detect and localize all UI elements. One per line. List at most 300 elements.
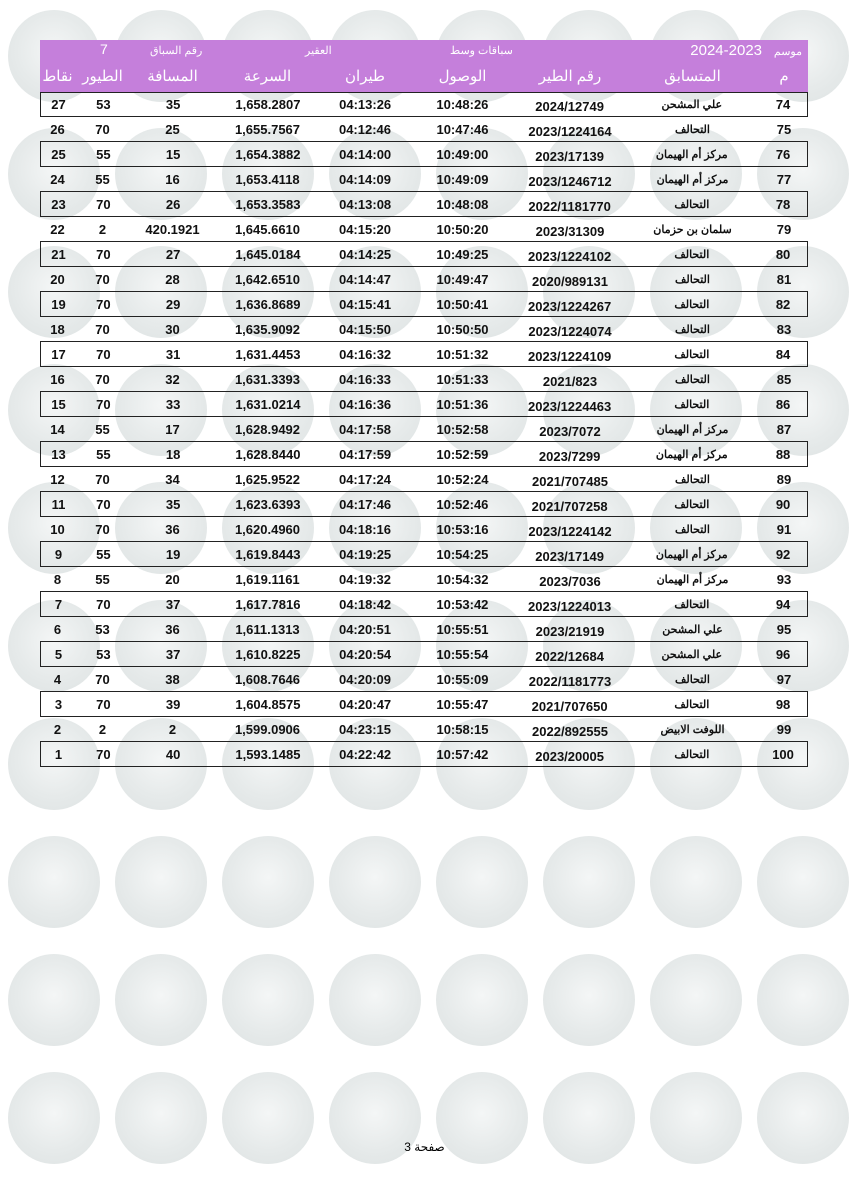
cell-flight: 04:19:32 — [338, 571, 392, 587]
cell-competitor: التحالف — [675, 673, 710, 686]
cell-ring-number: 2023/1224109 — [528, 348, 612, 364]
cell-arrival: 10:54:32 — [436, 571, 489, 587]
cell-points: 5 — [54, 646, 63, 662]
cell-ring-number: 2021/823 — [542, 373, 598, 389]
cell-speed: 1,631.0214 — [235, 396, 301, 412]
cell-ring-number: 2024/12749 — [535, 99, 604, 114]
cell-ring-number: 2022/12684 — [535, 648, 604, 664]
cell-arrival: 10:53:42 — [436, 596, 489, 612]
cell-competitor: مركز أم الهيمان — [656, 173, 729, 186]
cell-arrival: 10:50:50 — [436, 321, 489, 337]
cell-points: 4 — [53, 671, 62, 687]
cell-competitor: علي المشحن — [662, 623, 723, 636]
table-row — [40, 267, 808, 292]
cell-points: 6 — [53, 621, 62, 637]
cell-index: 80 — [775, 246, 791, 262]
cell-birds: 70 — [95, 371, 110, 387]
race-number: 7 — [100, 41, 108, 57]
cell-arrival: 10:49:47 — [436, 271, 489, 287]
cell-distance: 37 — [165, 596, 181, 612]
watermark-logo — [757, 954, 849, 1046]
cell-competitor: علي المشحن — [661, 99, 723, 111]
cell-speed: 1,599.0906 — [234, 721, 301, 737]
cell-birds: 55 — [96, 546, 111, 562]
cell-speed: 1,631.4453 — [235, 346, 301, 362]
table-row — [40, 292, 808, 317]
cell-arrival: 10:52:58 — [436, 421, 489, 437]
cell-index: 100 — [772, 746, 794, 762]
cell-arrival: 10:49:00 — [436, 146, 489, 162]
cell-ring-number: 2021/707485 — [532, 473, 608, 489]
cell-points: 12 — [50, 471, 65, 487]
table-row — [40, 717, 808, 742]
cell-competitor: التحالف — [675, 523, 710, 536]
cell-competitor: التحالف — [675, 323, 710, 336]
cell-flight: 04:15:41 — [339, 296, 392, 312]
cell-points: 27 — [51, 97, 66, 112]
cell-birds: 53 — [96, 97, 111, 112]
table-row — [40, 667, 808, 692]
cell-flight: 04:20:09 — [338, 671, 392, 687]
cell-points: 9 — [54, 546, 63, 562]
watermark-logo — [222, 954, 314, 1046]
location: العقير — [305, 45, 332, 57]
cell-birds: 70 — [96, 346, 111, 362]
cell-ring-number: 2023/1224013 — [528, 598, 612, 614]
cell-birds: 53 — [96, 646, 111, 662]
cell-flight: 04:18:42 — [339, 596, 392, 612]
cell-ring-number: 2023/1224102 — [528, 248, 612, 264]
cell-speed: 1,604.8575 — [235, 696, 301, 712]
cell-competitor: التحالف — [674, 498, 710, 511]
cell-arrival: 10:48:08 — [436, 196, 489, 212]
cell-ring-number: 2023/1224142 — [528, 523, 612, 539]
cell-ring-number: 2023/7072 — [539, 423, 601, 439]
cell-index: 78 — [775, 196, 791, 212]
table-row — [40, 217, 808, 242]
column-header-index: م — [779, 68, 789, 85]
cell-distance: 32 — [165, 371, 180, 387]
cell-arrival: 10:49:25 — [436, 246, 489, 262]
cell-birds: 70 — [96, 296, 111, 312]
table-row — [40, 442, 808, 467]
cell-index: 81 — [776, 271, 792, 287]
cell-speed: 1,619.1161 — [235, 571, 300, 587]
cell-speed: 1,645.6610 — [234, 221, 301, 237]
season-label: موسم — [773, 46, 802, 58]
results-table — [40, 40, 808, 767]
watermark-logo — [115, 954, 207, 1046]
cell-competitor: التحالف — [674, 298, 710, 311]
cell-birds: 55 — [95, 421, 110, 437]
cell-ring-number: 2023/17139 — [535, 148, 604, 164]
cell-birds: 55 — [96, 146, 111, 162]
cell-points: 22 — [50, 221, 65, 237]
watermark-logo — [650, 836, 742, 928]
table-row — [40, 692, 808, 717]
cell-arrival: 10:55:51 — [436, 621, 489, 637]
cell-speed: 1,608.7646 — [234, 671, 301, 687]
cell-flight: 04:16:32 — [339, 346, 392, 362]
table-row — [40, 617, 808, 642]
cell-index: 79 — [776, 221, 792, 237]
cell-ring-number: 2021/707650 — [531, 698, 608, 714]
cell-points: 20 — [50, 271, 65, 287]
cell-birds: 70 — [96, 696, 111, 712]
watermark-logo — [329, 954, 421, 1046]
cell-speed: 1,611.1313 — [235, 621, 300, 637]
cell-speed: 1,655.7567 — [234, 121, 301, 137]
cell-arrival: 10:55:47 — [436, 696, 489, 712]
cell-distance: 35 — [165, 97, 181, 112]
cell-distance: 38 — [165, 671, 180, 687]
watermark-logo — [8, 954, 100, 1046]
cell-points: 15 — [51, 396, 66, 412]
cell-flight: 04:15:20 — [338, 221, 392, 237]
cell-index: 76 — [775, 146, 791, 162]
cell-arrival: 10:48:26 — [436, 97, 489, 112]
cell-distance: 25 — [165, 121, 180, 137]
cell-ring-number: 2023/20005 — [535, 748, 604, 764]
cell-arrival: 10:57:42 — [436, 746, 489, 762]
cell-competitor: التحالف — [675, 123, 710, 136]
cell-distance: 30 — [165, 321, 180, 337]
cell-birds: 70 — [96, 396, 111, 412]
cell-speed: 1,653.3583 — [235, 196, 301, 212]
cell-competitor: التحالف — [674, 598, 710, 611]
cell-birds: 2 — [98, 721, 107, 737]
cell-speed: 1,628.9492 — [234, 421, 301, 437]
table-row — [40, 242, 808, 267]
cell-birds: 2 — [98, 221, 107, 237]
cell-birds: 70 — [96, 196, 111, 212]
cell-arrival: 10:52:24 — [436, 471, 489, 487]
cell-points: 16 — [50, 371, 65, 387]
cell-birds: 70 — [95, 671, 110, 687]
watermark-logo — [8, 836, 100, 928]
cell-arrival: 10:50:20 — [436, 221, 489, 237]
cell-speed: 1,593.1485 — [235, 746, 301, 762]
column-header-points: نقاط — [42, 68, 73, 85]
table-row — [40, 417, 808, 442]
watermark-logo — [436, 836, 528, 928]
cell-index: 82 — [775, 296, 791, 312]
cell-index: 83 — [776, 321, 792, 337]
cell-distance: 20 — [165, 571, 180, 587]
cell-ring-number: 2022/1181770 — [528, 198, 611, 214]
cell-speed: 1,625.9522 — [234, 471, 301, 487]
watermark-logo — [650, 954, 742, 1046]
cell-points: 1 — [54, 746, 63, 762]
cell-ring-number: 2023/1224164 — [528, 123, 612, 139]
watermark-logo — [543, 954, 635, 1046]
cell-points: 14 — [50, 421, 65, 437]
cell-arrival: 10:51:36 — [436, 396, 489, 412]
cell-index: 94 — [775, 596, 791, 612]
cell-index: 74 — [775, 97, 791, 112]
cell-index: 89 — [776, 471, 792, 487]
cell-speed: 1,610.8225 — [235, 646, 301, 662]
table-row — [40, 192, 808, 217]
cell-birds: 70 — [95, 471, 110, 487]
cell-ring-number: 2023/1224463 — [528, 398, 612, 414]
cell-arrival: 10:52:59 — [436, 446, 489, 462]
cell-competitor: التحالف — [674, 248, 710, 261]
cell-birds: 70 — [95, 321, 110, 337]
cell-ring-number: 2020/989131 — [532, 273, 608, 289]
table-row — [40, 567, 808, 592]
cell-points: 7 — [54, 596, 63, 612]
watermark-logo — [222, 836, 314, 928]
cell-distance: 39 — [165, 696, 181, 712]
cell-distance: 29 — [165, 296, 181, 312]
watermark-logo — [436, 954, 528, 1046]
cell-speed: 1,628.8440 — [235, 446, 301, 462]
cell-index: 85 — [776, 371, 792, 387]
cell-flight: 04:17:58 — [338, 421, 392, 437]
cell-flight: 04:17:59 — [339, 446, 392, 462]
cell-points: 10 — [50, 521, 65, 537]
cell-distance: 2 — [168, 721, 177, 737]
cell-distance: 31 — [165, 346, 181, 362]
column-header-ring-number: رقم الطير — [538, 68, 602, 85]
cell-birds: 55 — [96, 446, 111, 462]
cell-points: 25 — [51, 146, 66, 162]
cell-ring-number: 2023/1224267 — [528, 298, 612, 314]
cell-speed: 1,620.4960 — [234, 521, 301, 537]
cell-distance: 420.1921 — [145, 221, 200, 237]
table-row — [40, 317, 808, 342]
cell-flight: 04:14:09 — [338, 171, 392, 187]
cell-competitor: مركز أم الهيمان — [655, 148, 728, 161]
column-header-distance: المسافة — [147, 68, 198, 85]
cell-flight: 04:23:15 — [338, 721, 392, 737]
watermark-logo — [329, 836, 421, 928]
cell-competitor: التحالف — [675, 273, 710, 286]
cell-speed: 1,617.7816 — [235, 596, 301, 612]
column-header-competitor: المتسابق — [664, 68, 721, 85]
watermark-logo — [115, 836, 207, 928]
table-row — [40, 467, 808, 492]
cell-arrival: 10:54:25 — [436, 546, 489, 562]
cell-points: 11 — [51, 496, 66, 512]
cell-flight: 04:16:36 — [339, 396, 392, 412]
table-header — [40, 40, 808, 92]
cell-points: 8 — [53, 571, 62, 587]
cell-arrival: 10:47:46 — [436, 121, 489, 137]
cell-flight: 04:19:25 — [339, 546, 392, 562]
table-row — [40, 92, 808, 117]
watermark-logo — [757, 836, 849, 928]
cell-competitor: مركز أم الهيمان — [656, 423, 729, 436]
cell-birds: 53 — [95, 621, 110, 637]
cell-birds: 70 — [96, 596, 111, 612]
cell-index: 96 — [775, 646, 791, 662]
cell-arrival: 10:51:32 — [436, 346, 489, 362]
cell-flight: 04:12:46 — [338, 121, 392, 137]
cell-arrival: 10:51:33 — [436, 371, 489, 387]
cell-ring-number: 2023/1246712 — [528, 173, 612, 189]
cell-speed: 1,658.2807 — [235, 97, 301, 112]
cell-arrival: 10:52:46 — [436, 496, 489, 512]
cell-index: 93 — [776, 571, 792, 587]
category: سباقات وسط — [450, 45, 513, 57]
cell-competitor: علي المشحن — [661, 648, 723, 661]
cell-distance: 33 — [165, 396, 181, 412]
cell-flight: 04:20:51 — [338, 621, 392, 637]
cell-distance: 36 — [165, 521, 180, 537]
cell-points: 23 — [51, 196, 66, 212]
table-row — [40, 367, 808, 392]
cell-arrival: 10:55:09 — [436, 671, 489, 687]
column-header-flight: طيران — [345, 68, 385, 85]
cell-birds: 70 — [96, 746, 111, 762]
cell-index: 86 — [775, 396, 791, 412]
cell-points: 19 — [51, 296, 66, 312]
cell-competitor: مركز أم الهيمان — [655, 548, 728, 561]
table-row — [40, 392, 808, 417]
cell-competitor: التحالف — [674, 398, 710, 411]
cell-competitor: التحالف — [674, 198, 710, 211]
cell-flight: 04:17:46 — [339, 496, 392, 512]
cell-index: 75 — [776, 121, 792, 137]
cell-ring-number: 2023/1224074 — [528, 323, 612, 339]
table-row — [40, 167, 808, 192]
cell-speed: 1,619.8443 — [235, 546, 301, 562]
cell-distance: 35 — [165, 496, 181, 512]
cell-arrival: 10:50:41 — [436, 296, 489, 312]
cell-birds: 70 — [95, 271, 110, 287]
cell-ring-number: 2023/17149 — [535, 548, 604, 564]
cell-competitor: التحالف — [674, 748, 710, 761]
column-header-arrival: الوصول — [438, 68, 487, 85]
cell-distance: 40 — [165, 746, 181, 762]
cell-index: 92 — [775, 546, 791, 562]
column-header-birds: الطيور — [82, 68, 123, 85]
cell-competitor: مركز أم الهيمان — [656, 573, 729, 586]
cell-speed: 1,645.0184 — [235, 246, 301, 262]
cell-speed: 1,654.3882 — [235, 146, 301, 162]
cell-birds: 70 — [95, 121, 110, 137]
column-header-speed: السرعة — [243, 68, 292, 85]
page-number: صفحة 3 — [404, 1140, 445, 1154]
cell-distance: 36 — [165, 621, 180, 637]
cell-flight: 04:16:33 — [338, 371, 392, 387]
cell-points: 13 — [51, 446, 66, 462]
cell-index: 87 — [776, 421, 792, 437]
cell-index: 88 — [775, 446, 791, 462]
cell-points: 24 — [50, 171, 65, 187]
cell-competitor: التحالف — [674, 348, 710, 361]
cell-ring-number: 2023/7299 — [538, 448, 601, 464]
cell-distance: 37 — [165, 646, 181, 662]
cell-arrival: 10:53:16 — [436, 521, 489, 537]
cell-index: 95 — [776, 621, 792, 637]
cell-ring-number: 2022/1181773 — [528, 673, 612, 689]
table-row — [40, 117, 808, 142]
cell-flight: 04:15:50 — [338, 321, 392, 337]
cell-birds: 70 — [96, 246, 111, 262]
cell-flight: 04:22:42 — [339, 746, 392, 762]
cell-competitor: اللوفت الابيض — [660, 723, 725, 736]
cell-speed: 1,635.9092 — [234, 321, 301, 337]
cell-index: 84 — [775, 346, 791, 362]
cell-flight: 04:20:47 — [339, 696, 392, 712]
cell-arrival: 10:55:54 — [436, 646, 489, 662]
cell-flight: 04:14:00 — [339, 146, 392, 162]
cell-speed: 1,636.8689 — [235, 296, 301, 312]
cell-distance: 17 — [165, 421, 180, 437]
cell-competitor: مركز أم الهيمان — [655, 448, 728, 461]
cell-index: 97 — [776, 671, 792, 687]
cell-flight: 04:14:47 — [338, 271, 392, 287]
cell-points: 26 — [50, 121, 65, 137]
cell-distance: 34 — [165, 471, 180, 487]
table-row — [40, 642, 808, 667]
table-row — [40, 142, 808, 167]
cell-points: 21 — [51, 246, 66, 262]
cell-competitor: التحالف — [675, 473, 710, 486]
cell-distance: 16 — [165, 171, 180, 187]
cell-birds: 70 — [96, 496, 111, 512]
cell-index: 91 — [776, 521, 792, 537]
cell-distance: 19 — [165, 546, 181, 562]
cell-birds: 55 — [95, 171, 110, 187]
table-row — [40, 342, 808, 367]
cell-distance: 15 — [165, 146, 181, 162]
cell-ring-number: 2022/892555 — [532, 723, 608, 739]
cell-flight: 04:13:08 — [339, 196, 392, 212]
cell-index: 99 — [776, 721, 792, 737]
cell-ring-number: 2021/707258 — [531, 498, 608, 514]
cell-points: 18 — [50, 321, 65, 337]
cell-speed: 1,631.3393 — [234, 371, 301, 387]
watermark-logo — [543, 836, 635, 928]
cell-flight: 04:17:24 — [338, 471, 392, 487]
cell-arrival: 10:49:09 — [436, 171, 489, 187]
cell-ring-number: 2023/7036 — [539, 573, 601, 589]
cell-birds: 70 — [95, 521, 110, 537]
cell-distance: 26 — [165, 196, 181, 212]
cell-ring-number: 2023/31309 — [535, 223, 605, 239]
cell-speed: 1,623.6393 — [235, 496, 301, 512]
cell-flight: 04:18:16 — [338, 521, 392, 537]
cell-ring-number: 2023/21919 — [535, 623, 605, 639]
table-row — [40, 517, 808, 542]
cell-competitor: التحالف — [674, 698, 710, 711]
cell-flight: 04:20:54 — [339, 646, 392, 662]
season: 2024-2023 — [690, 42, 762, 59]
cell-flight: 04:13:26 — [339, 97, 392, 112]
cell-points: 2 — [53, 721, 62, 737]
cell-competitor: التحالف — [675, 373, 710, 386]
cell-arrival: 10:58:15 — [436, 721, 489, 737]
race-label: رقم السباق — [150, 45, 203, 57]
cell-distance: 27 — [165, 246, 181, 262]
table-row — [40, 592, 808, 617]
cell-index: 98 — [775, 696, 791, 712]
cell-index: 77 — [776, 171, 792, 187]
cell-index: 90 — [775, 496, 791, 512]
cell-speed: 1,642.6510 — [234, 271, 301, 287]
cell-points: 17 — [51, 346, 66, 362]
cell-distance: 18 — [165, 446, 181, 462]
cell-distance: 28 — [165, 271, 180, 287]
cell-flight: 04:14:25 — [339, 246, 392, 262]
cell-competitor: سلمان بن حزمان — [653, 223, 732, 236]
cell-birds: 55 — [95, 571, 110, 587]
cell-points: 3 — [54, 696, 63, 712]
